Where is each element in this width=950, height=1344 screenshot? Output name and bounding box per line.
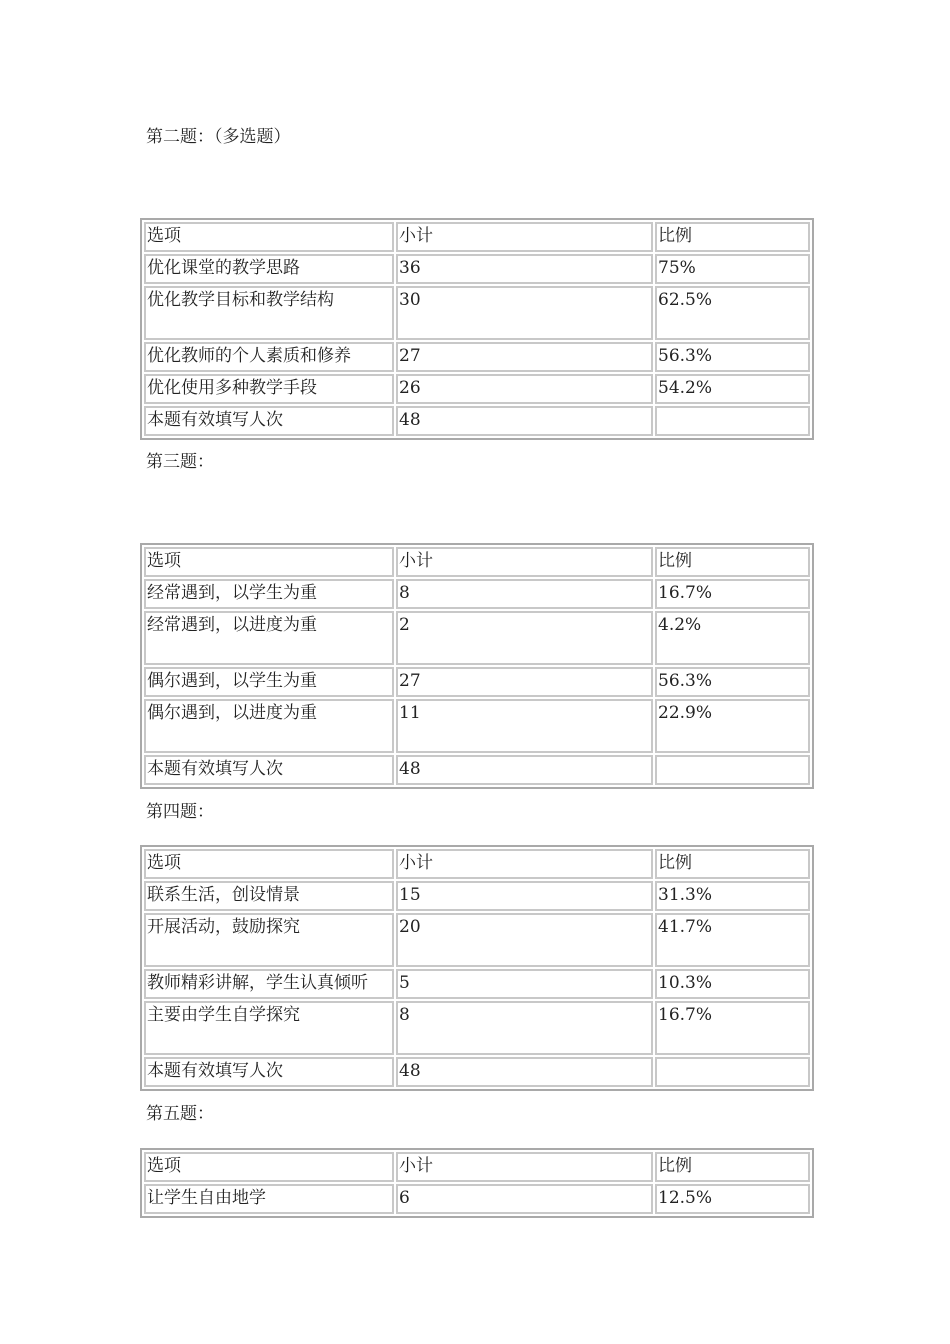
count-cell: 8 bbox=[396, 1001, 653, 1055]
count-cell: 11 bbox=[396, 699, 653, 753]
count-cell: 30 bbox=[396, 286, 653, 340]
table-row bbox=[144, 1184, 810, 1214]
total-ratio-cell bbox=[655, 755, 810, 785]
option-cell: 联系生活，创设情景 bbox=[144, 881, 394, 911]
count-cell: 27 bbox=[396, 667, 653, 697]
total-ratio-cell bbox=[655, 1057, 810, 1087]
table-total-row bbox=[144, 1057, 810, 1087]
section-title-q5: 第五题： bbox=[146, 1104, 214, 1124]
table-row bbox=[144, 342, 810, 372]
ratio-cell: 31.3% bbox=[655, 881, 810, 911]
total-ratio-cell bbox=[655, 406, 810, 436]
table-row bbox=[144, 667, 810, 697]
header-ratio: 比例 bbox=[655, 849, 810, 879]
count-cell: 5 bbox=[396, 969, 653, 999]
table-header-row bbox=[144, 547, 810, 577]
table-row bbox=[144, 374, 810, 404]
option-cell: 经常遇到，以学生为重 bbox=[144, 579, 394, 609]
total-count-cell: 48 bbox=[396, 406, 653, 436]
option-cell: 开展活动，鼓励探究 bbox=[144, 913, 394, 967]
ratio-cell: 22.9% bbox=[655, 699, 810, 753]
option-cell: 偶尔遇到，以学生为重 bbox=[144, 667, 394, 697]
count-cell: 20 bbox=[396, 913, 653, 967]
total-count-cell: 48 bbox=[396, 1057, 653, 1087]
header-count: 小计 bbox=[396, 849, 653, 879]
table-row bbox=[144, 254, 810, 284]
option-cell: 偶尔遇到，以进度为重 bbox=[144, 699, 394, 753]
ratio-cell: 12.5% bbox=[655, 1184, 810, 1214]
option-cell: 优化课堂的教学思路 bbox=[144, 254, 394, 284]
option-cell: 教师精彩讲解，学生认真倾听 bbox=[144, 969, 394, 999]
ratio-cell: 16.7% bbox=[655, 579, 810, 609]
option-cell: 让学生自由地学 bbox=[144, 1184, 394, 1214]
ratio-cell: 4.2% bbox=[655, 611, 810, 665]
table-row bbox=[144, 881, 810, 911]
count-cell: 6 bbox=[396, 1184, 653, 1214]
table-header-row bbox=[144, 849, 810, 879]
header-option: 选项 bbox=[144, 1152, 394, 1182]
option-cell: 经常遇到，以进度为重 bbox=[144, 611, 394, 665]
count-cell: 27 bbox=[396, 342, 653, 372]
header-option: 选项 bbox=[144, 222, 394, 252]
header-count: 小计 bbox=[396, 1152, 653, 1182]
count-cell: 26 bbox=[396, 374, 653, 404]
results-table-q2 bbox=[140, 218, 814, 440]
header-count: 小计 bbox=[396, 222, 653, 252]
ratio-cell: 62.5% bbox=[655, 286, 810, 340]
count-cell: 36 bbox=[396, 254, 653, 284]
total-label-cell: 本题有效填写人次 bbox=[144, 755, 394, 785]
option-cell: 优化教学目标和教学结构 bbox=[144, 286, 394, 340]
ratio-cell: 56.3% bbox=[655, 342, 810, 372]
table-header-row bbox=[144, 222, 810, 252]
ratio-cell: 10.3% bbox=[655, 969, 810, 999]
table-row bbox=[144, 1001, 810, 1055]
total-count-cell: 48 bbox=[396, 755, 653, 785]
results-table-q3 bbox=[140, 543, 814, 789]
option-cell: 主要由学生自学探究 bbox=[144, 1001, 394, 1055]
table-total-row bbox=[144, 755, 810, 785]
ratio-cell: 75% bbox=[655, 254, 810, 284]
header-ratio: 比例 bbox=[655, 1152, 810, 1182]
ratio-cell: 54.2% bbox=[655, 374, 810, 404]
table-header-row bbox=[144, 1152, 810, 1182]
header-ratio: 比例 bbox=[655, 222, 810, 252]
option-cell: 优化使用多种教学手段 bbox=[144, 374, 394, 404]
results-table-q5 bbox=[140, 1148, 814, 1218]
count-cell: 15 bbox=[396, 881, 653, 911]
table-row bbox=[144, 286, 810, 340]
header-option: 选项 bbox=[144, 849, 394, 879]
table-row bbox=[144, 699, 810, 753]
count-cell: 8 bbox=[396, 579, 653, 609]
table-row bbox=[144, 969, 810, 999]
table-total-row bbox=[144, 406, 810, 436]
total-label-cell: 本题有效填写人次 bbox=[144, 1057, 394, 1087]
ratio-cell: 56.3% bbox=[655, 667, 810, 697]
table-row bbox=[144, 611, 810, 665]
section-title-q2: 第二题：（多选题） bbox=[146, 127, 291, 147]
table-row bbox=[144, 913, 810, 967]
header-count: 小计 bbox=[396, 547, 653, 577]
ratio-cell: 41.7% bbox=[655, 913, 810, 967]
total-label-cell: 本题有效填写人次 bbox=[144, 406, 394, 436]
results-table-q4 bbox=[140, 845, 814, 1091]
table-row bbox=[144, 579, 810, 609]
section-title-q3: 第三题： bbox=[146, 452, 214, 472]
section-title-q4: 第四题： bbox=[146, 802, 214, 822]
option-cell: 优化教师的个人素质和修养 bbox=[144, 342, 394, 372]
header-ratio: 比例 bbox=[655, 547, 810, 577]
header-option: 选项 bbox=[144, 547, 394, 577]
ratio-cell: 16.7% bbox=[655, 1001, 810, 1055]
count-cell: 2 bbox=[396, 611, 653, 665]
